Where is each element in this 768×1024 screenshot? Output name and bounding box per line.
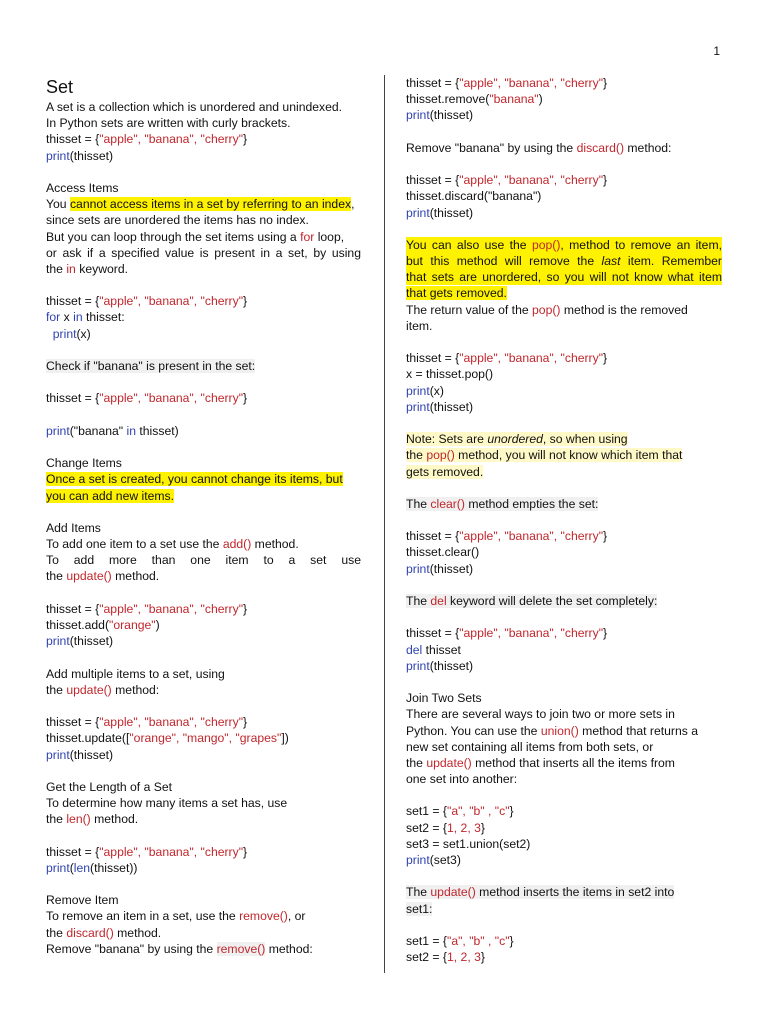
text-line: the update() method: <box>46 682 160 697</box>
heading-add-items: Add Items <box>46 520 101 535</box>
heading-join-two-sets: Join Two Sets <box>406 691 482 706</box>
text-line: To determine how many items a set has, use <box>46 796 288 811</box>
code-line: print(x) <box>406 383 444 398</box>
code-line: thisset.update(["orange", "mango", "grapes"]) <box>46 731 289 746</box>
code-line: thisset = {"apple", "banana", "cherry"} <box>406 626 608 641</box>
code-line: thisset = {"apple", "banana", "cherry"} <box>406 173 608 188</box>
text-line: Add multiple items to a set, using <box>46 666 225 681</box>
code-line: for x in thisset: <box>46 310 125 325</box>
code-line: x = thisset.pop() <box>406 367 494 382</box>
text-line: Check if "banana" is present in the set: <box>46 359 256 373</box>
code-line: thisset.clear() <box>406 545 480 560</box>
code-line: thisset = {"apple", "banana", "cherry"} <box>46 132 248 147</box>
text-line: Python. You can use the union() method that returns a <box>406 723 699 738</box>
text-line: that sets are unordered, so you will not know what item <box>406 270 722 285</box>
code-line: print(thisset) <box>406 561 474 576</box>
text-line: item. <box>406 318 433 333</box>
text-line: the update() method that inserts all the items from <box>406 755 675 770</box>
code-line: print(thisset) <box>46 634 114 649</box>
text-line: The update() method inserts the items in set2 into <box>406 885 675 900</box>
text-line: Remove "banana" by using the discard() method: <box>406 140 672 155</box>
pop-highlight-box <box>406 237 722 286</box>
code-line: print(thisset) <box>406 108 474 123</box>
code-line: set2 = {1, 2, 3} <box>406 820 485 835</box>
text-line: There are several ways to join two or more sets in <box>406 707 675 722</box>
intro-line: In Python sets are written with curly brackets. <box>46 116 291 131</box>
note-line: Note: Sets are unordered, so when using <box>406 432 628 447</box>
text-line: new set containing all items from both sets, or <box>406 739 654 754</box>
code-line: set1 = {"a", "b" , "c"} <box>406 933 514 948</box>
code-line: thisset.discard("banana") <box>406 189 542 204</box>
text-line: one set into another: <box>406 772 518 787</box>
text-line: You can also use the pop(), method to remove an item, <box>406 237 722 252</box>
text-line: But you can loop through the set items using a for loop, <box>46 229 345 244</box>
code-line: thisset = {"apple", "banana", "cherry"} <box>46 391 248 406</box>
code-line: print("banana" in thisset) <box>46 423 179 438</box>
text-line: the update() method. <box>46 569 160 584</box>
text-line: The del keyword will delete the set completely: <box>406 594 658 608</box>
heading-access-items: Access Items <box>46 180 119 195</box>
code-line: thisset = {"apple", "banana", "cherry"} <box>46 715 248 730</box>
intro-line: A set is a collection which is unordered and unindexed. <box>46 100 343 114</box>
code-line: print(set3) <box>406 853 461 867</box>
note-line: gets removed. <box>406 464 484 479</box>
text-line: The clear() method empties the set: <box>406 496 599 511</box>
heading-change-items: Change Items <box>46 456 122 471</box>
text-line: the in keyword. <box>46 261 128 276</box>
code-line: print(thisset) <box>406 205 474 220</box>
code-line: thisset = {"apple", "banana", "cherry"} <box>46 294 248 309</box>
text-line: Once a set is created, you cannot change its items, but <box>46 472 343 487</box>
column-divider <box>384 75 385 973</box>
code-line: thisset = {"apple", "banana", "cherry"} <box>406 76 608 90</box>
code-line: thisset.remove("banana") <box>406 92 543 107</box>
code-line: print(thisset) <box>406 399 474 414</box>
text-line: The return value of the pop() method is the removed <box>406 302 688 317</box>
text-line: since sets are unordered the items has no index. <box>46 213 309 228</box>
code-line: print(thisset) <box>46 747 114 762</box>
code-line: print(thisset) <box>46 148 114 163</box>
text-line: To add more than one item to a set use <box>46 553 361 568</box>
code-line: set2 = {1, 2, 3} <box>406 950 485 965</box>
note-line: the pop() method, you will not know which item that <box>406 448 683 463</box>
text-line: set1: <box>406 901 433 916</box>
section-title-set: Set <box>46 77 74 97</box>
code-line: set1 = {"a", "b" , "c"} <box>406 804 514 819</box>
text-line: the discard() method. <box>46 925 162 940</box>
code-line: thisset.add("orange") <box>46 618 160 632</box>
left-column <box>46 75 361 957</box>
text-line: the len() method. <box>46 812 139 827</box>
code-line: print(x) <box>52 326 91 341</box>
text-line: Remove "banana" by using the remove() method: <box>46 941 313 956</box>
code-line: thisset = {"apple", "banana", "cherry"} <box>406 529 608 544</box>
text-line: To remove an item in a set, use the remove(), or <box>46 909 306 924</box>
code-line: thisset = {"apple", "banana", "cherry"} <box>46 844 248 859</box>
page-number: 1 <box>713 44 720 58</box>
code-line: thisset = {"apple", "banana", "cherry"} <box>406 351 608 366</box>
text-line: but this method will remove the last item. Remember <box>406 254 722 269</box>
code-line: thisset = {"apple", "banana", "cherry"} <box>46 601 248 616</box>
right-column <box>406 75 722 965</box>
text-line: you can add new items. <box>46 488 175 503</box>
heading-length: Get the Length of a Set <box>46 779 173 794</box>
text-line: that gets removed. <box>406 286 507 301</box>
code-line: print(len(thisset)) <box>46 860 138 875</box>
code-line: print(thisset) <box>406 658 474 673</box>
text-line: or ask if a specified value is present in a set, by using <box>46 245 361 260</box>
code-line: del thisset <box>406 642 461 657</box>
code-line: set3 = set1.union(set2) <box>406 836 531 851</box>
heading-remove-item: Remove Item <box>46 893 119 908</box>
text-line: To add one item to a set use the add() method. <box>46 537 299 552</box>
text-line: You cannot access items in a set by referring to an index, <box>46 197 355 212</box>
